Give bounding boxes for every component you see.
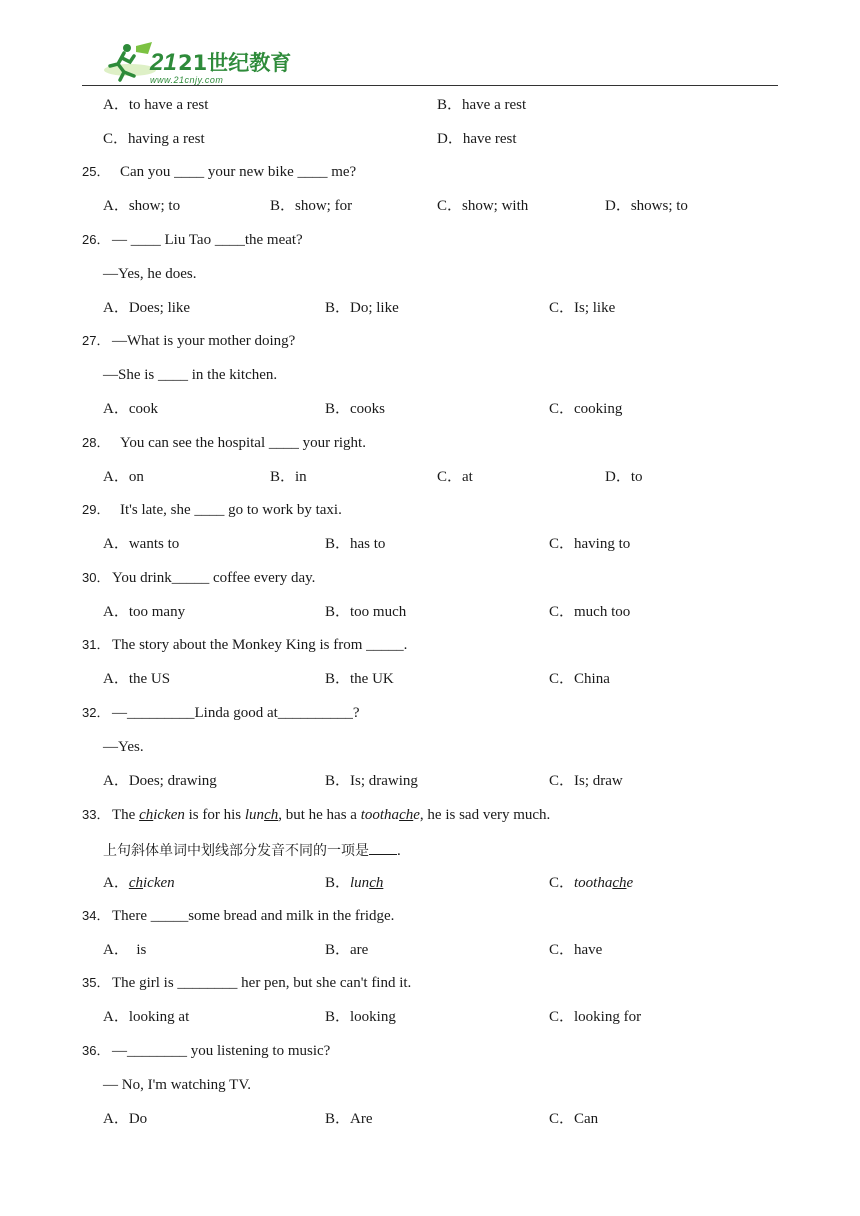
option — [549, 299, 615, 317]
option — [325, 1008, 396, 1026]
stem-fragment: ch — [399, 807, 414, 823]
option-text: on — [128, 469, 144, 485]
question-text: You drink_____ coffee every day. — [112, 570, 316, 586]
question-text: There _____some bread and milk in the fridge. — [112, 908, 395, 924]
question-number: 33． — [82, 807, 110, 822]
svg-text:21世纪教育: 21世纪教育 — [178, 51, 292, 75]
option-text: has to — [350, 536, 386, 552]
option-letter: C． — [549, 604, 575, 620]
question-stem — [82, 806, 550, 824]
option-letter: D． — [605, 469, 631, 485]
option-text: China — [574, 671, 610, 687]
option-text: Does; drawing — [128, 773, 217, 789]
stem-fragment: icken — [153, 807, 185, 823]
question-text: —_________Linda good at__________? — [112, 705, 360, 721]
option-text: looking at — [128, 1009, 190, 1025]
option-letter: A． — [103, 1009, 129, 1025]
option-text: ch — [612, 875, 627, 891]
option-text: to — [630, 469, 643, 485]
option-letter: B． — [325, 773, 351, 789]
option-letter: C． — [549, 773, 575, 789]
answer-blank — [369, 840, 397, 855]
option — [605, 197, 688, 215]
option-text: to have a rest — [128, 97, 209, 113]
option-letter: D． — [437, 131, 463, 147]
option-text: Is; drawing — [350, 773, 418, 789]
option-text: Is; draw — [574, 773, 623, 789]
option-text: are — [350, 942, 369, 958]
option-letter: C． — [549, 300, 575, 316]
option-letter: A． — [103, 97, 129, 113]
option — [325, 941, 368, 959]
option — [103, 299, 190, 317]
question-text: —________ you listening to music? — [112, 1043, 331, 1059]
option-letter: B． — [325, 1009, 351, 1025]
option — [549, 535, 630, 553]
stem-fragment: lun — [244, 807, 265, 823]
option — [437, 130, 517, 148]
option-letter: C． — [549, 536, 575, 552]
question-number: 25． — [82, 164, 110, 179]
option-text: show; with — [462, 198, 529, 214]
option-letter: A． — [103, 773, 129, 789]
option-letter: B． — [325, 300, 351, 316]
option-text: ch — [128, 875, 144, 891]
option-text: Can — [574, 1111, 599, 1127]
option — [325, 603, 406, 621]
question-number: 27． — [82, 333, 110, 348]
answer-line: —She is ____ in the kitchen. — [103, 367, 278, 383]
question-text: — ____ Liu Tao ____the meat? — [112, 232, 303, 248]
question-text: It's late, she ____ go to work by taxi. — [120, 502, 342, 518]
option — [325, 670, 394, 688]
stem-fragment: ch — [139, 807, 154, 823]
option-letter: A． — [103, 942, 129, 958]
option-text: cooking — [574, 401, 623, 417]
option — [103, 670, 170, 688]
question-number: 31． — [82, 637, 110, 652]
option-letter: C． — [437, 469, 463, 485]
question-number: 36． — [82, 1043, 110, 1058]
option — [549, 941, 602, 959]
option-text: ch — [369, 875, 384, 891]
option-text: in — [295, 469, 307, 485]
option — [325, 535, 385, 553]
option — [605, 468, 643, 486]
option-letter: A． — [103, 469, 129, 485]
option — [549, 874, 633, 892]
stem-fragment: e — [413, 807, 420, 823]
stem-fragment: tootha — [360, 807, 400, 823]
stem-fragment: is for his — [184, 807, 245, 823]
question-stem — [82, 569, 315, 587]
option-text: shows; to — [630, 198, 688, 214]
option — [103, 874, 175, 892]
option — [549, 772, 623, 790]
option — [103, 400, 158, 418]
option-text: wants to — [128, 536, 180, 552]
stem-fragment: , he is sad very much. — [419, 807, 551, 823]
question-text: The story about the Monkey King is from _____. — [112, 637, 408, 653]
option — [103, 535, 179, 553]
question-stem — [82, 974, 411, 992]
option — [325, 400, 385, 418]
option — [325, 1110, 373, 1128]
stem-fragment: The — [112, 807, 140, 823]
option-text: show; to — [128, 198, 181, 214]
option-letter: B． — [325, 401, 351, 417]
instruction-line — [103, 840, 401, 860]
instruction-end: . — [397, 843, 401, 859]
option — [437, 96, 526, 114]
option-text: Do; like — [350, 300, 399, 316]
option — [270, 468, 307, 486]
option-letter: B． — [437, 97, 463, 113]
option-letter: A． — [103, 875, 129, 891]
question-text: The girl is ________ her pen, but she can't find it. — [112, 975, 412, 991]
option-letter: B． — [325, 942, 351, 958]
option-text: Is; like — [574, 300, 616, 316]
option-letter: B． — [325, 1111, 351, 1127]
option-letter: B． — [325, 604, 351, 620]
question-stem — [82, 704, 359, 722]
option — [325, 874, 383, 892]
option — [103, 197, 180, 215]
option — [103, 96, 208, 114]
option-letter: B． — [325, 875, 351, 891]
option-letter: A． — [103, 198, 129, 214]
option — [325, 772, 418, 790]
question-stem — [82, 907, 394, 925]
question-number: 26． — [82, 232, 110, 247]
question-text: —What is your mother doing? — [112, 333, 296, 349]
option-text: having to — [574, 536, 631, 552]
svg-text:21: 21 — [150, 49, 177, 76]
option — [325, 299, 399, 317]
option — [549, 1008, 641, 1026]
option — [549, 400, 622, 418]
option — [103, 1110, 147, 1128]
option-text: show; for — [295, 198, 353, 214]
question-stem — [82, 332, 295, 350]
question-stem — [82, 501, 342, 519]
option-letter: C． — [549, 942, 575, 958]
question-number: 28． — [82, 435, 110, 450]
option — [103, 603, 185, 621]
option-text: Are — [350, 1111, 373, 1127]
option-text: e — [626, 875, 634, 891]
question-number: 32． — [82, 705, 110, 720]
question-text: Can you ____ your new bike ____ me? — [120, 164, 357, 180]
option-text: having a rest — [128, 131, 205, 147]
option-letter: A． — [103, 401, 129, 417]
instruction-text: 上句斜体单词中划线部分发音不同的一项是 — [103, 843, 369, 859]
option-letter: B． — [325, 671, 351, 687]
question-stem — [82, 163, 356, 181]
option-letter: B． — [270, 198, 296, 214]
option-text: too many — [128, 604, 186, 620]
option-text: Does; like — [128, 300, 191, 316]
option-text: cook — [128, 401, 159, 417]
option — [549, 670, 610, 688]
option-letter: C． — [549, 875, 575, 891]
option-letter: C． — [437, 198, 463, 214]
option-letter: C． — [549, 1009, 575, 1025]
option — [103, 941, 146, 959]
option — [549, 603, 630, 621]
question-stem — [82, 231, 303, 249]
option-text: at — [462, 469, 473, 485]
option-letter: B． — [270, 469, 296, 485]
option-letter: A． — [103, 604, 129, 620]
option — [103, 1008, 189, 1026]
option-text: have rest — [462, 131, 517, 147]
question-stem — [82, 1042, 330, 1060]
option-text: cooks — [350, 401, 386, 417]
option-letter: A． — [103, 300, 129, 316]
question-stem — [82, 636, 407, 654]
option-letter: A． — [103, 671, 129, 687]
option — [103, 130, 205, 148]
option-text: have a rest — [462, 97, 527, 113]
option-text: looking — [350, 1009, 396, 1025]
option-text: too much — [350, 604, 407, 620]
option-letter: D． — [605, 198, 631, 214]
option — [549, 1110, 598, 1128]
option-text: the US — [128, 671, 171, 687]
option-text: icken — [143, 875, 175, 891]
option-letter: C． — [549, 1111, 575, 1127]
option-text: Do — [128, 1111, 148, 1127]
option-letter: A． — [103, 536, 129, 552]
option-text: the UK — [350, 671, 394, 687]
option-letter: B． — [325, 536, 351, 552]
svg-text:www.21cnjy.com: www.21cnjy.com — [150, 75, 224, 85]
question-text: You can see the hospital ____ your right. — [120, 435, 366, 451]
stem-fragment: , but he has a — [278, 807, 361, 823]
option-text: looking for — [574, 1009, 642, 1025]
option — [270, 197, 352, 215]
question-number: 34． — [82, 908, 110, 923]
question-number: 35． — [82, 975, 110, 990]
question-number: 30． — [82, 570, 110, 585]
option-text: much too — [574, 604, 631, 620]
answer-line: — No, I'm watching TV. — [103, 1077, 251, 1093]
option-letter: C． — [549, 401, 575, 417]
option-text: lun — [350, 875, 370, 891]
answer-line: —Yes. — [103, 739, 144, 755]
option-text: tootha — [574, 875, 613, 891]
question-number: 29． — [82, 502, 110, 517]
option — [103, 468, 144, 486]
option-letter: C． — [549, 671, 575, 687]
stem-fragment: ch — [264, 807, 279, 823]
question-stem — [82, 434, 366, 452]
option — [103, 772, 217, 790]
option-text: have — [574, 942, 603, 958]
option — [437, 468, 473, 486]
answer-line: —Yes, he does. — [103, 266, 197, 282]
option-letter: A． — [103, 1111, 129, 1127]
option-text: is — [128, 942, 147, 958]
option — [437, 197, 528, 215]
option-letter: C． — [103, 131, 129, 147]
